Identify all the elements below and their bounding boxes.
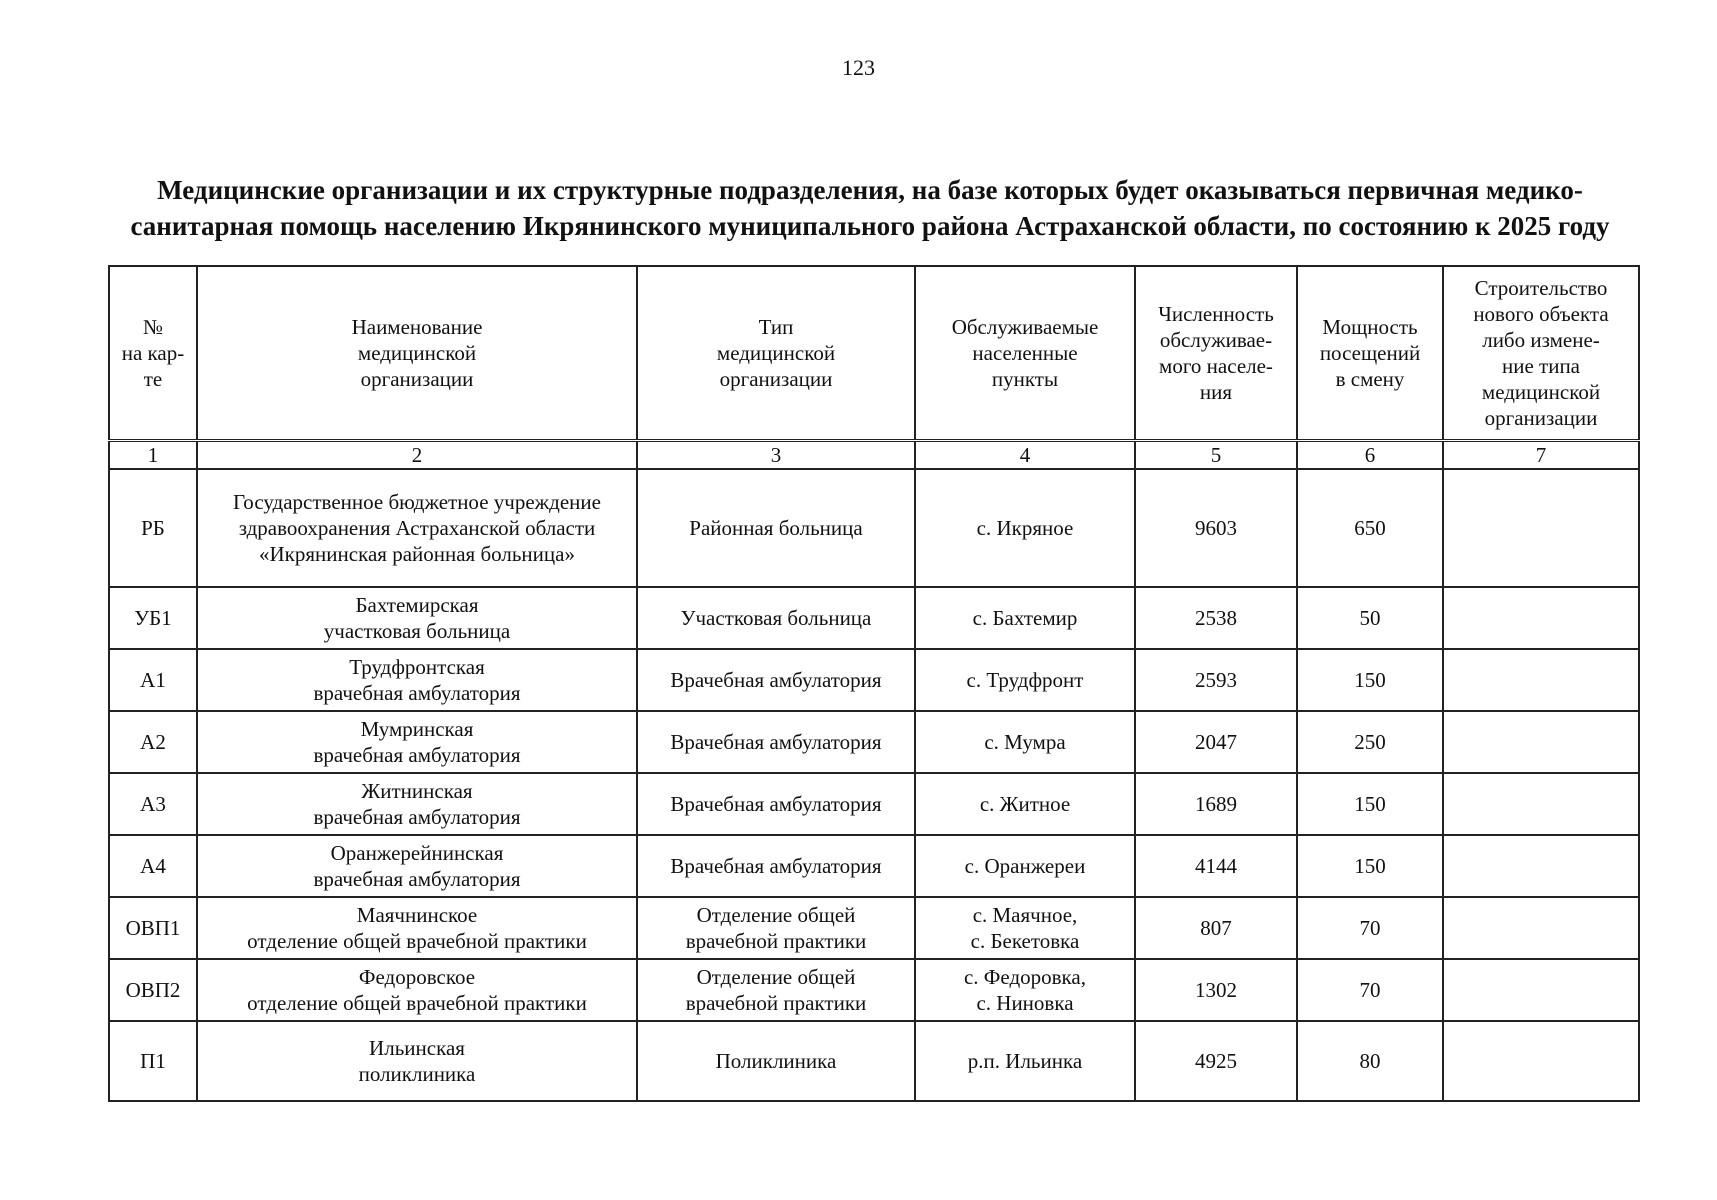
cell-type: Поликлиника: [637, 1021, 915, 1101]
header-capacity: Мощность посещений в смену: [1297, 266, 1443, 441]
cell-code: ОВП1: [109, 897, 197, 959]
column-number: 6: [1297, 441, 1443, 470]
cell-name: Трудфронтская врачебная амбулатория: [197, 649, 637, 711]
cell-type: Отделение общей врачебной практики: [637, 959, 915, 1021]
cell-name: Маячнинское отделение общей врачебной практики: [197, 897, 637, 959]
document-title: [110, 172, 1630, 244]
cell-type: Врачебная амбулатория: [637, 711, 915, 773]
table-header-row: [109, 266, 1639, 441]
column-number: 1: [109, 441, 197, 470]
table-row: [109, 773, 1639, 835]
cell-construction: [1443, 587, 1639, 649]
cell-name: Ильинская поликлиника: [197, 1021, 637, 1101]
cell-construction: [1443, 897, 1639, 959]
cell-type: Врачебная амбулатория: [637, 835, 915, 897]
header-org-name: Наименование медицинской организации: [197, 266, 637, 441]
cell-code: ОВП2: [109, 959, 197, 1021]
table-row: [109, 711, 1639, 773]
cell-code: А1: [109, 649, 197, 711]
header-settlements: Обслуживаемые населенные пункты: [915, 266, 1135, 441]
cell-capacity: 650: [1297, 469, 1443, 587]
cell-name: Бахтемирская участковая больница: [197, 587, 637, 649]
cell-settlements: с. Маячное, с. Бекетовка: [915, 897, 1135, 959]
document-title-line-2: санитарная помощь населению Икрянинского муниципального района Астраханской области, по состоянию к 2025 году: [130, 211, 1610, 241]
column-number: 5: [1135, 441, 1297, 470]
cell-capacity: 150: [1297, 649, 1443, 711]
cell-name: Федоровское отделение общей врачебной практики: [197, 959, 637, 1021]
cell-type: Врачебная амбулатория: [637, 649, 915, 711]
cell-code: А4: [109, 835, 197, 897]
table-row: [109, 835, 1639, 897]
table-row: [109, 897, 1639, 959]
page-number: 123: [842, 55, 875, 80]
table-row: [109, 587, 1639, 649]
cell-construction: [1443, 1021, 1639, 1101]
cell-name: Оранжерейнинская врачебная амбулатория: [197, 835, 637, 897]
column-number: 3: [637, 441, 915, 470]
cell-construction: [1443, 711, 1639, 773]
cell-population: 9603: [1135, 469, 1297, 587]
cell-construction: [1443, 773, 1639, 835]
table-row: [109, 1021, 1639, 1101]
cell-settlements: с. Мумра: [915, 711, 1135, 773]
cell-type: Врачебная амбулатория: [637, 773, 915, 835]
cell-code: РБ: [109, 469, 197, 587]
cell-population: 4144: [1135, 835, 1297, 897]
cell-capacity: 70: [1297, 959, 1443, 1021]
cell-population: 1689: [1135, 773, 1297, 835]
cell-population: 2538: [1135, 587, 1297, 649]
cell-type: Участковая больница: [637, 587, 915, 649]
column-number: 2: [197, 441, 637, 470]
header-map-number: № на кар- те: [109, 266, 197, 441]
cell-name: Мумринская врачебная амбулатория: [197, 711, 637, 773]
column-number-row: [109, 441, 1639, 470]
cell-population: 4925: [1135, 1021, 1297, 1101]
cell-code: А3: [109, 773, 197, 835]
cell-construction: [1443, 469, 1639, 587]
cell-population: 2047: [1135, 711, 1297, 773]
cell-construction: [1443, 959, 1639, 1021]
table-row: [109, 469, 1639, 587]
cell-capacity: 150: [1297, 773, 1443, 835]
cell-settlements: с. Икряное: [915, 469, 1135, 587]
table-row: [109, 959, 1639, 1021]
cell-name: Государственное бюджетное учреждение здравоохранения Астраханской области «Икрянинская районная больница»: [197, 469, 637, 587]
cell-capacity: 80: [1297, 1021, 1443, 1101]
header-population: Численность обслуживае- мого населе- ния: [1135, 266, 1297, 441]
cell-type: Районная больница: [637, 469, 915, 587]
cell-population: 2593: [1135, 649, 1297, 711]
cell-name: Житнинская врачебная амбулатория: [197, 773, 637, 835]
table-row: [109, 649, 1639, 711]
cell-settlements: с. Житное: [915, 773, 1135, 835]
header-org-type: Тип медицинской организации: [637, 266, 915, 441]
cell-code: П1: [109, 1021, 197, 1101]
column-number: 4: [915, 441, 1135, 470]
cell-settlements: с. Оранжереи: [915, 835, 1135, 897]
header-construction: Строительство нового объекта либо измене- ние типа медицинской организации: [1443, 266, 1639, 441]
cell-population: 807: [1135, 897, 1297, 959]
cell-capacity: 50: [1297, 587, 1443, 649]
cell-population: 1302: [1135, 959, 1297, 1021]
cell-capacity: 70: [1297, 897, 1443, 959]
medical-organizations-table: [108, 265, 1640, 1102]
cell-code: А2: [109, 711, 197, 773]
cell-capacity: 150: [1297, 835, 1443, 897]
cell-settlements: р.п. Ильинка: [915, 1021, 1135, 1101]
cell-capacity: 250: [1297, 711, 1443, 773]
column-number: 7: [1443, 441, 1639, 470]
cell-settlements: с. Федоровка, с. Ниновка: [915, 959, 1135, 1021]
cell-construction: [1443, 649, 1639, 711]
document-title-line-1: Медицинские организации и их структурные подразделения, на базе которых будет оказываться первичная медико-: [157, 175, 1583, 205]
cell-construction: [1443, 835, 1639, 897]
cell-type: Отделение общей врачебной практики: [637, 897, 915, 959]
cell-settlements: с. Трудфронт: [915, 649, 1135, 711]
cell-settlements: с. Бахтемир: [915, 587, 1135, 649]
cell-code: УБ1: [109, 587, 197, 649]
